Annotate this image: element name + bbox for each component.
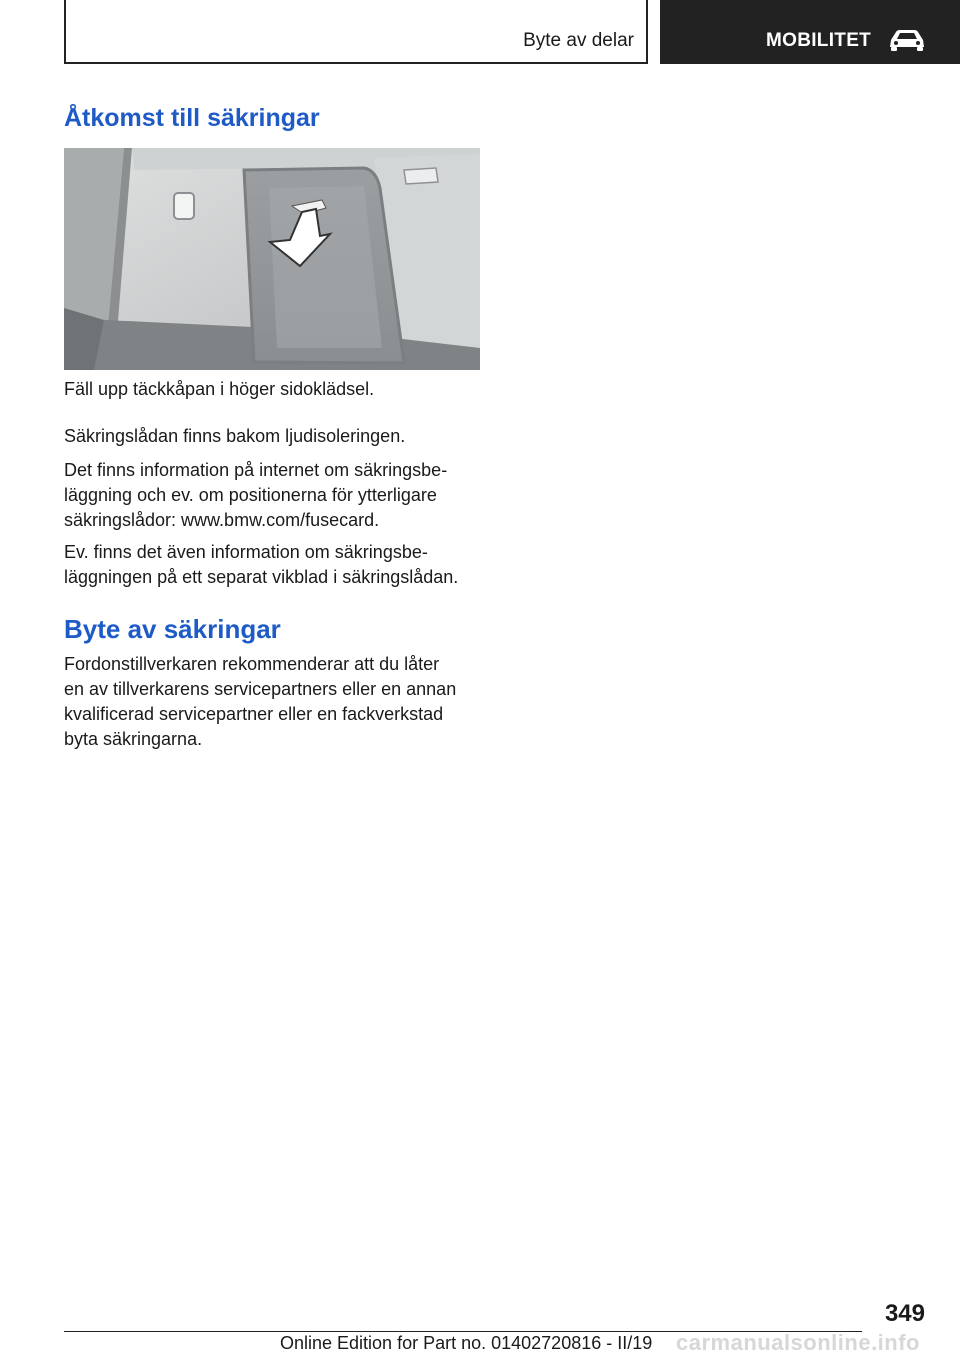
text-line: läggning och ev. om positionerna för ytterligare <box>64 485 437 505</box>
text-line: läggningen på ett separat vikblad i säkringslådan. <box>64 567 459 587</box>
car-icon <box>888 28 926 52</box>
text-line: Säkringslådan finns bakom ljudisoleringen. <box>64 426 406 446</box>
text-line: en av tillverkarens servicepartners eller en annan <box>64 679 457 699</box>
text-line: Ev. finns det även information om säkringsbe‐ <box>64 542 428 562</box>
replace-fuses-heading: Byte av säkringar <box>64 614 281 644</box>
replace-paragraph <box>64 652 494 752</box>
header-chapter-title: MOBILITET <box>766 30 872 51</box>
text-line: byta säkringarna. <box>64 729 203 749</box>
access-fuses-heading: Åtkomst till säkringar <box>64 104 320 132</box>
text-line: kvalificerad servicepartner eller en fackverkstad <box>64 704 444 724</box>
access-paragraph <box>64 424 494 449</box>
photo-caption: Fäll upp täckkåpan i höger sidoklädsel. <box>64 379 375 399</box>
footer-edition: Online Edition for Part no. 01402720816 - II/19 <box>280 1333 653 1353</box>
page-number: 349 <box>884 1300 925 1327</box>
header-chapter-box <box>660 0 960 64</box>
header-section-box <box>64 0 648 64</box>
access-paragraph <box>64 540 494 590</box>
trunk-fuse-cover-photo <box>64 148 480 370</box>
access-paragraph <box>64 458 494 533</box>
watermark: carmanualsonline.info <box>676 1330 920 1355</box>
text-line: Det finns information på internet om säkringsbe‐ <box>64 460 448 480</box>
header-section-title: Byte av delar <box>523 30 634 51</box>
text-line: säkringslådor: www.bmw.com/fusecard. <box>64 510 380 530</box>
text-line: Fordonstillverkaren rekommenderar att du låter <box>64 654 440 674</box>
